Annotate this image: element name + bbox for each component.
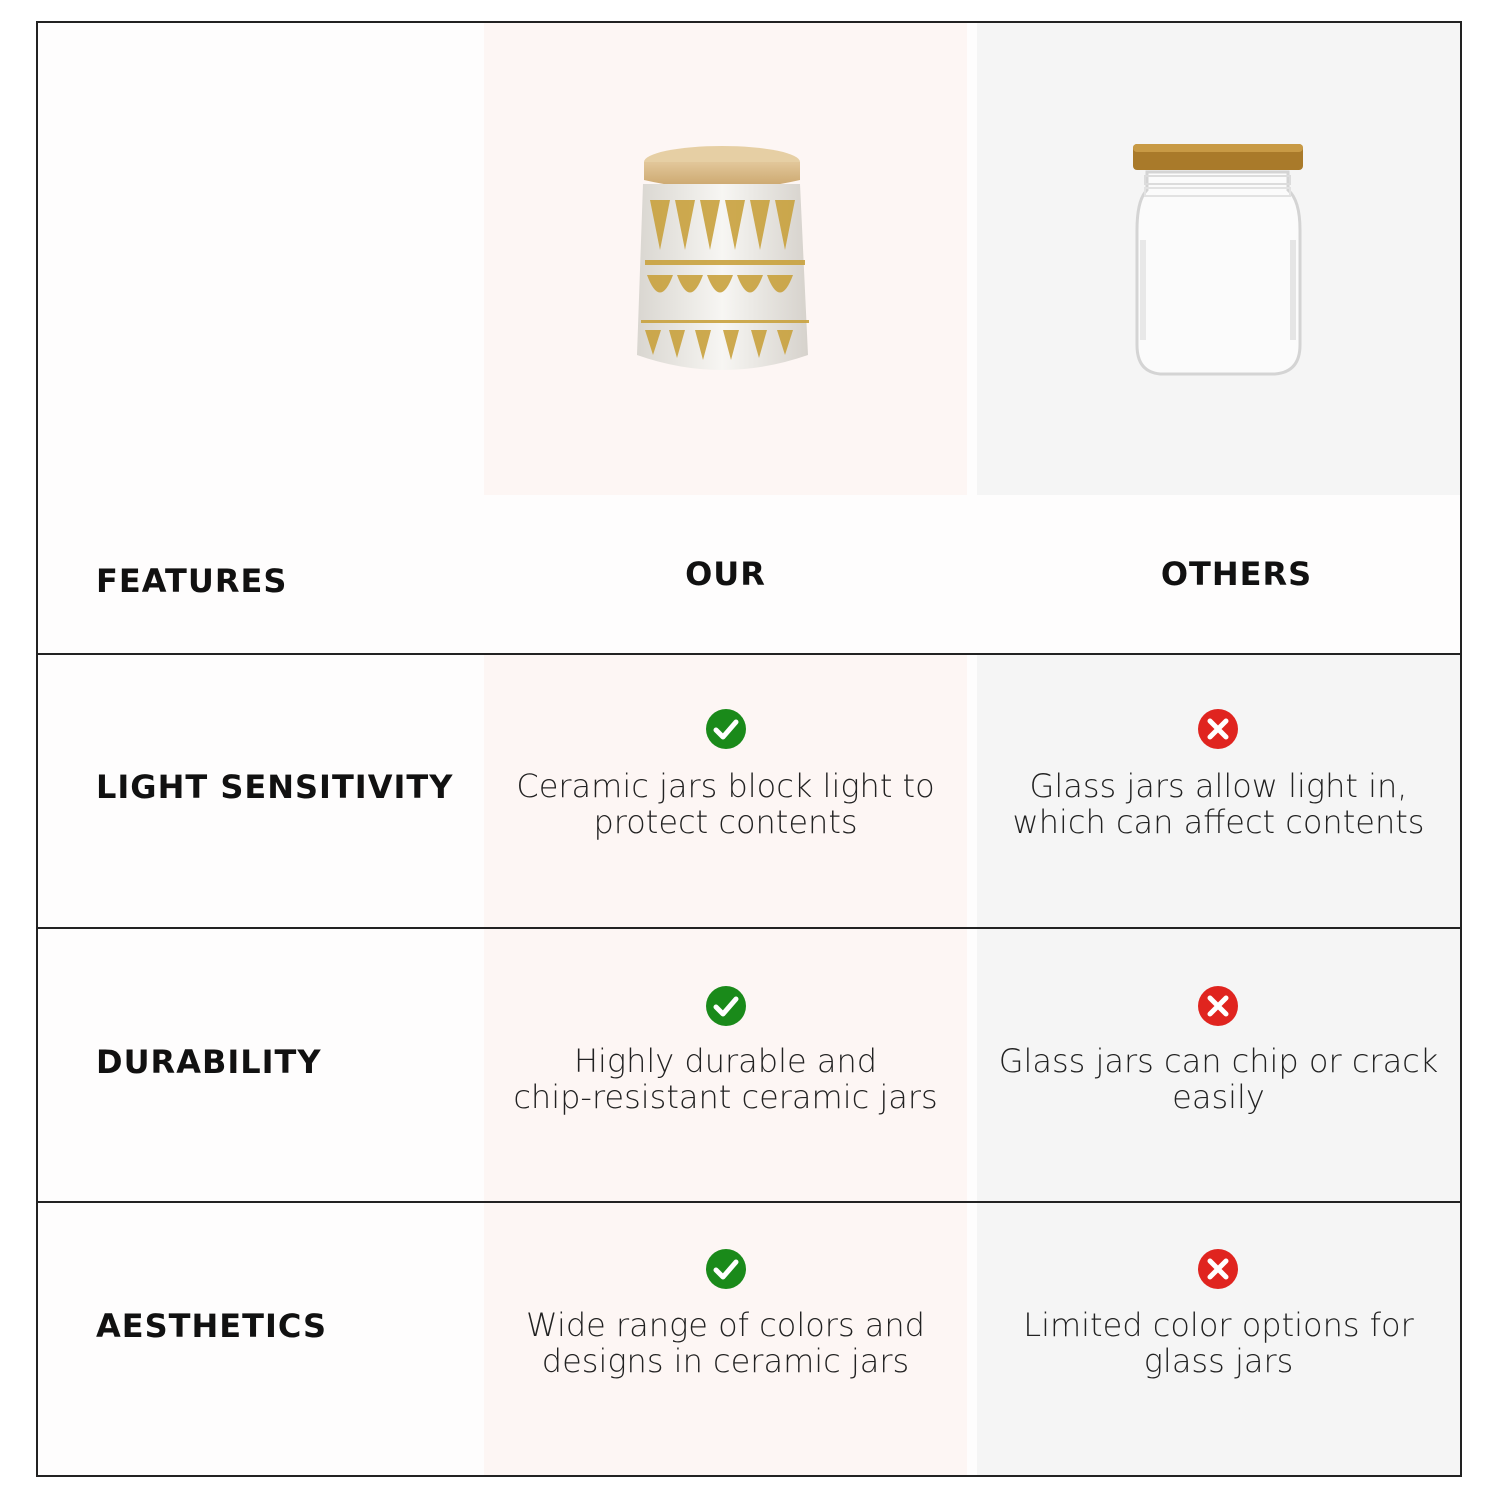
cross-circle-icon [1197,708,1239,750]
desc-line: Glass jars allow light in, [1029,767,1408,805]
others-description-aesthetics [977,1307,1460,1379]
desc-line: Limited color options for [1023,1306,1414,1344]
desc-line: Highly durable and [573,1042,878,1080]
others-description-durability [977,1043,1460,1115]
check-circle-icon [705,985,747,1027]
desc-line: chip-resistant ceramic jars [513,1078,938,1116]
desc-line: easily [1172,1078,1265,1116]
our-description-aesthetics [484,1307,967,1379]
features-header: FEATURES [96,562,288,600]
feature-light-sensitivity: LIGHT SENSITIVITY [96,768,454,806]
desc-line: protect contents [593,803,858,841]
desc-line: Wide range of colors and [526,1306,925,1344]
cross-circle-icon [1197,1248,1239,1290]
check-circle-icon [705,1248,747,1290]
desc-line: which can affect contents [1012,803,1425,841]
our-description-light-sensitivity [484,768,967,840]
desc-line: Ceramic jars block light to [516,767,935,805]
feature-durability: DURABILITY [96,1043,322,1081]
cross-circle-icon [1197,985,1239,1027]
desc-line: Glass jars can chip or crack [998,1042,1439,1080]
desc-line: glass jars [1143,1342,1294,1380]
our-column-header: OUR [685,555,766,593]
others-description-light-sensitivity [977,768,1460,840]
glass-jar-image [1125,140,1310,380]
desc-line: designs in ceramic jars [541,1342,910,1380]
ceramic-jar-image [625,140,820,385]
others-column-header: OTHERS [1160,555,1313,593]
our-description-durability [484,1043,967,1115]
feature-aesthetics: AESTHETICS [96,1307,327,1345]
check-circle-icon [705,708,747,750]
